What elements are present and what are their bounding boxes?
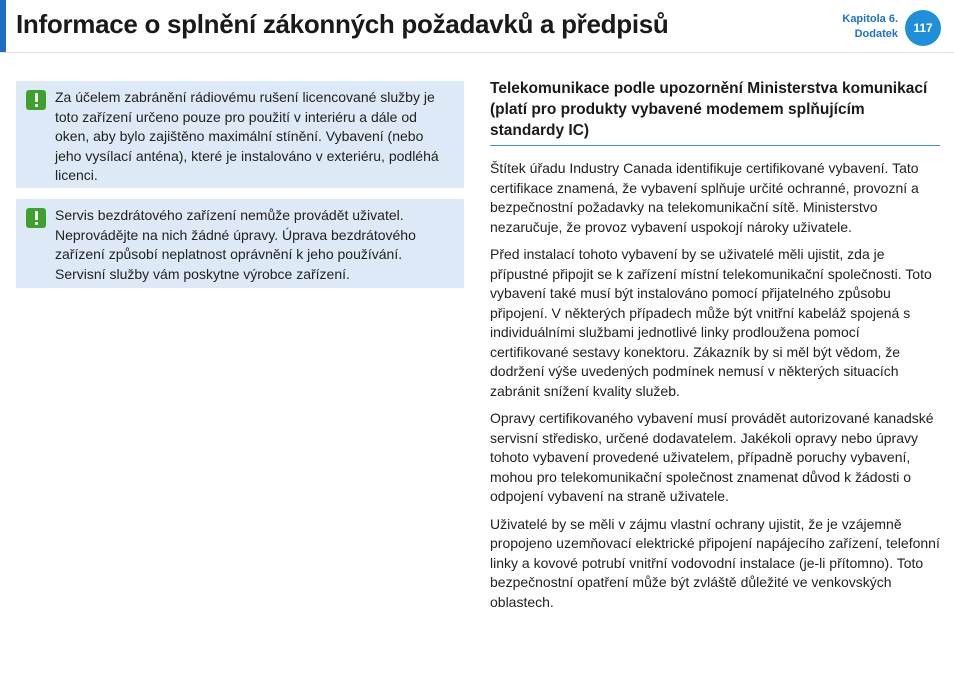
section-label: Dodatek [854,28,898,40]
note-text: Za účelem zabránění rádiovému rušení licencované služby je toto zařízení určeno pouze pro použití v interiéru a dále od oken, aby bylo zajištěno maximální stínění. Vybavení (nebo jeho vysílací anténa), které je instalováno v exteriéru, podléhá licenci. [55,89,439,183]
page-header [0,0,954,52]
note-text: Servis bezdrátového zařízení nemůže provádět uživatel. Neprovádějte na nich žádné úpravy. Úprava bezdrátového zařízení způsobí neplatnost oprávnění k jeho používání. Servisní služby vám poskytne výrobce zařízení. [55,207,416,282]
section-heading: Telekomunikace podle upozornění Ministerstva komunikací (platí pro produkty vybavené modemem splňujícím standardy IC) [490,78,940,146]
warning-icon [26,90,46,110]
paragraph: Před instalací tohoto vybavení by se uživatelé měli ujistit, zda je přípustné připojit se k zařízení místní telekomunikační společnosti. Toto vybavení také musí být instalováno pomocí přijatelného způsobu připojení. V některých případech může být vnitřní kabeláž spojená s individuálními službami jednotlivé linky prodloužena pomocí certifikované sestavy konektoru. Zákazník by si měl být vědom, že dodržení výše uvedených podmínek nemusí v některých situacích zabránit snížení kvality služeb. [490,246,932,399]
section-column [490,78,940,612]
paragraph: Uživatelé by se měli v zájmu vlastní ochrany ujistit, že je vzájemně propojeno uzemňovací elektrické připojení napájecího zařízení, telefonní linky a kovové potrubí vnitřní vodovodní instalace (je-li přítomno). Toto bezpečnostní opatření může být zvláště důležité ve venkovských oblastech. [490,515,940,610]
note-box [16,199,464,288]
page-number-badge: 117 [905,10,941,46]
header-divider [0,52,954,53]
chapter-info [842,12,898,42]
warning-icon [26,208,46,228]
chapter-label: Kapitola 6. [842,13,898,25]
paragraph: Opravy certifikovaného vybavení musí provádět autorizované kanadské servisní středisko, určené dodavatelem. Jakékoli opravy nebo úpravy tohoto vybavení provedené uživatelem, případně poruchy vybavení, mohou pro telekomunikační společnost znamenat důvod k žádosti o odpojení vybavení na straně uživatele. [490,410,934,504]
paragraph: Štítek úřadu Industry Canada identifikuje certifikované vybavení. Tato certifikace znamená, že vybavení splňuje určité ochranné, provozní a bezpečnostní požadavky na telekomunikační sítě. Ministerstvo nezaručuje, že provoz vybavení uspokojí nároky uživatele. [490,160,919,235]
header-accent-bar [0,0,6,52]
page-title: Informace o splnění zákonných požadavků a předpisů [16,9,669,39]
note-box [16,81,464,188]
